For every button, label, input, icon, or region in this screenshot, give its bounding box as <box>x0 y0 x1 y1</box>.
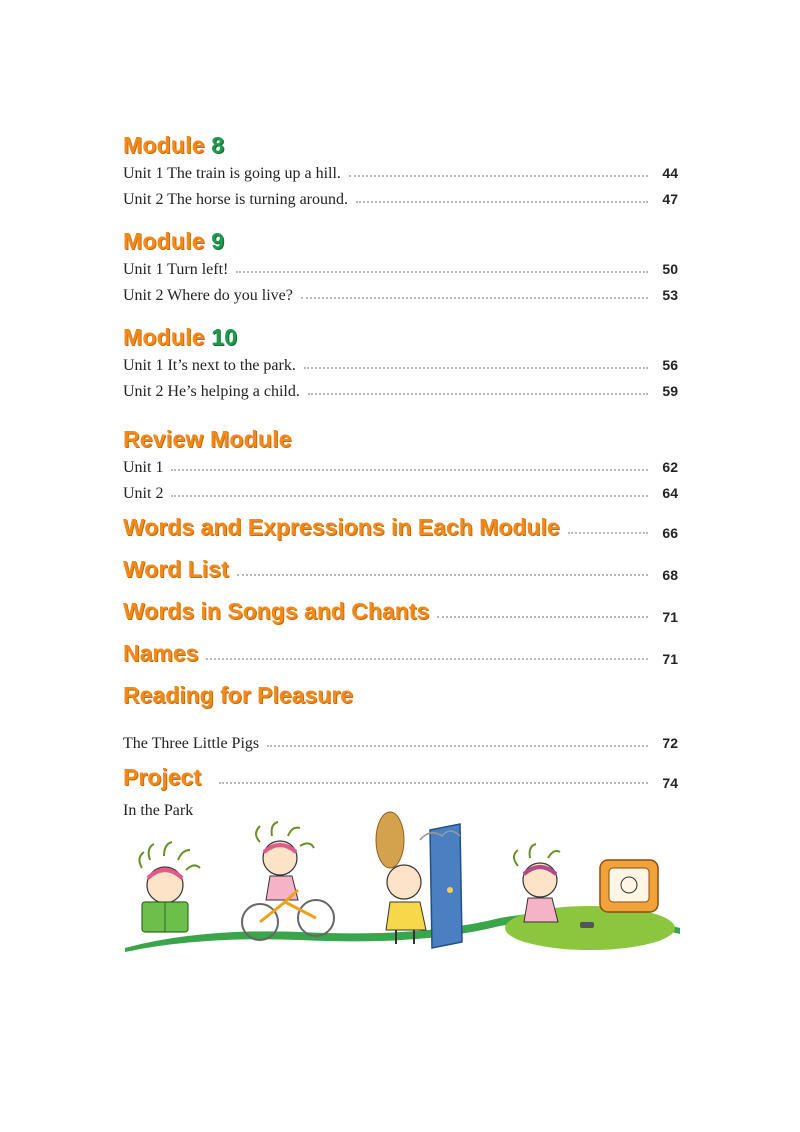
leader-dots <box>237 574 648 576</box>
leader-dots <box>236 271 648 273</box>
page-number: 53 <box>662 287 678 303</box>
page-number: 64 <box>662 485 678 501</box>
toc-row-label: The Three Little Pigs <box>123 735 260 752</box>
module-number: 9 <box>211 228 225 254</box>
leader-dots <box>568 532 648 534</box>
section-heading: Words and Expressions in Each Module <box>123 513 560 540</box>
leader-dots <box>171 469 648 471</box>
leader-dots <box>308 393 648 395</box>
reading-girl-figure <box>139 842 200 932</box>
page-number: 59 <box>662 383 678 399</box>
module-heading <box>123 226 678 256</box>
review-heading: Review Module <box>123 426 292 452</box>
page-number: 47 <box>662 191 678 207</box>
module-10-section <box>123 322 678 404</box>
leader-dots <box>171 495 648 497</box>
toc-row-label: Unit 2 <box>123 485 164 502</box>
page-number: 72 <box>662 735 678 751</box>
toc-row-label: Unit 2 He’s helping a child. <box>123 383 300 400</box>
toc-row-project[interactable] <box>123 756 678 798</box>
toc-row[interactable] <box>123 480 678 506</box>
cycling-girl-figure <box>242 822 334 940</box>
leader-dots <box>304 367 648 369</box>
page-number: 68 <box>662 567 678 583</box>
section-heading: Words in Songs and Chants <box>123 597 430 624</box>
toc-row[interactable] <box>123 378 678 404</box>
girl-at-door-figure <box>376 812 462 948</box>
page-number: 71 <box>662 651 678 667</box>
toc-row-label: Unit 1 <box>123 459 164 476</box>
module-heading <box>123 322 678 352</box>
page-number: 74 <box>662 775 678 791</box>
toc-row-word-list[interactable] <box>123 548 678 590</box>
page-number: 62 <box>662 459 678 475</box>
module-heading-text: Module <box>123 324 212 350</box>
toc-row-label: Unit 2 Where do you live? <box>123 287 293 304</box>
leader-dots <box>267 745 648 747</box>
page-number: 66 <box>662 525 678 541</box>
module-8-section <box>123 130 678 212</box>
toc-row-three-little-pigs[interactable] <box>123 730 678 756</box>
leader-dots <box>349 175 648 177</box>
table-of-contents <box>123 130 678 824</box>
review-module-section <box>123 424 678 506</box>
children-illustration <box>120 810 685 960</box>
leader-dots <box>356 201 648 203</box>
section-heading: Word List <box>123 555 229 582</box>
toc-row[interactable] <box>123 352 678 378</box>
page-number: 44 <box>662 165 678 181</box>
toc-row-words-expressions[interactable] <box>123 506 678 548</box>
leader-dots <box>219 782 648 784</box>
project-subtitle: In the Park <box>123 802 194 819</box>
module-number: 10 <box>211 324 238 350</box>
leader-dots <box>206 658 648 660</box>
leader-dots <box>437 616 648 618</box>
section-heading: Names <box>123 639 199 666</box>
toc-row-songs-chants[interactable] <box>123 590 678 632</box>
page-number: 50 <box>662 261 678 277</box>
leader-dots <box>301 297 648 299</box>
toc-row[interactable] <box>123 454 678 480</box>
toc-row[interactable] <box>123 186 678 212</box>
toc-row[interactable] <box>123 282 678 308</box>
toc-row-label: Unit 1 It’s next to the park. <box>123 357 296 374</box>
section-heading: Reading for Pleasure <box>123 681 354 708</box>
module-heading-text: Module <box>123 228 212 254</box>
page-number: 71 <box>662 609 678 625</box>
toc-row-label: Unit 1 The train is going up a hill. <box>123 165 341 182</box>
toc-row[interactable] <box>123 256 678 282</box>
toc-row-label: Unit 2 The horse is turning around. <box>123 191 349 208</box>
toc-row-label: Unit 1 Turn left! <box>123 261 229 278</box>
module-heading-text: Module <box>123 132 212 158</box>
module-heading <box>123 130 678 160</box>
section-heading: Project <box>123 763 201 790</box>
module-9-section <box>123 226 678 308</box>
page-number: 56 <box>662 357 678 373</box>
reading-heading-row <box>123 674 678 716</box>
toc-row[interactable] <box>123 160 678 186</box>
module-number: 8 <box>211 132 225 158</box>
toc-row-names[interactable] <box>123 632 678 674</box>
